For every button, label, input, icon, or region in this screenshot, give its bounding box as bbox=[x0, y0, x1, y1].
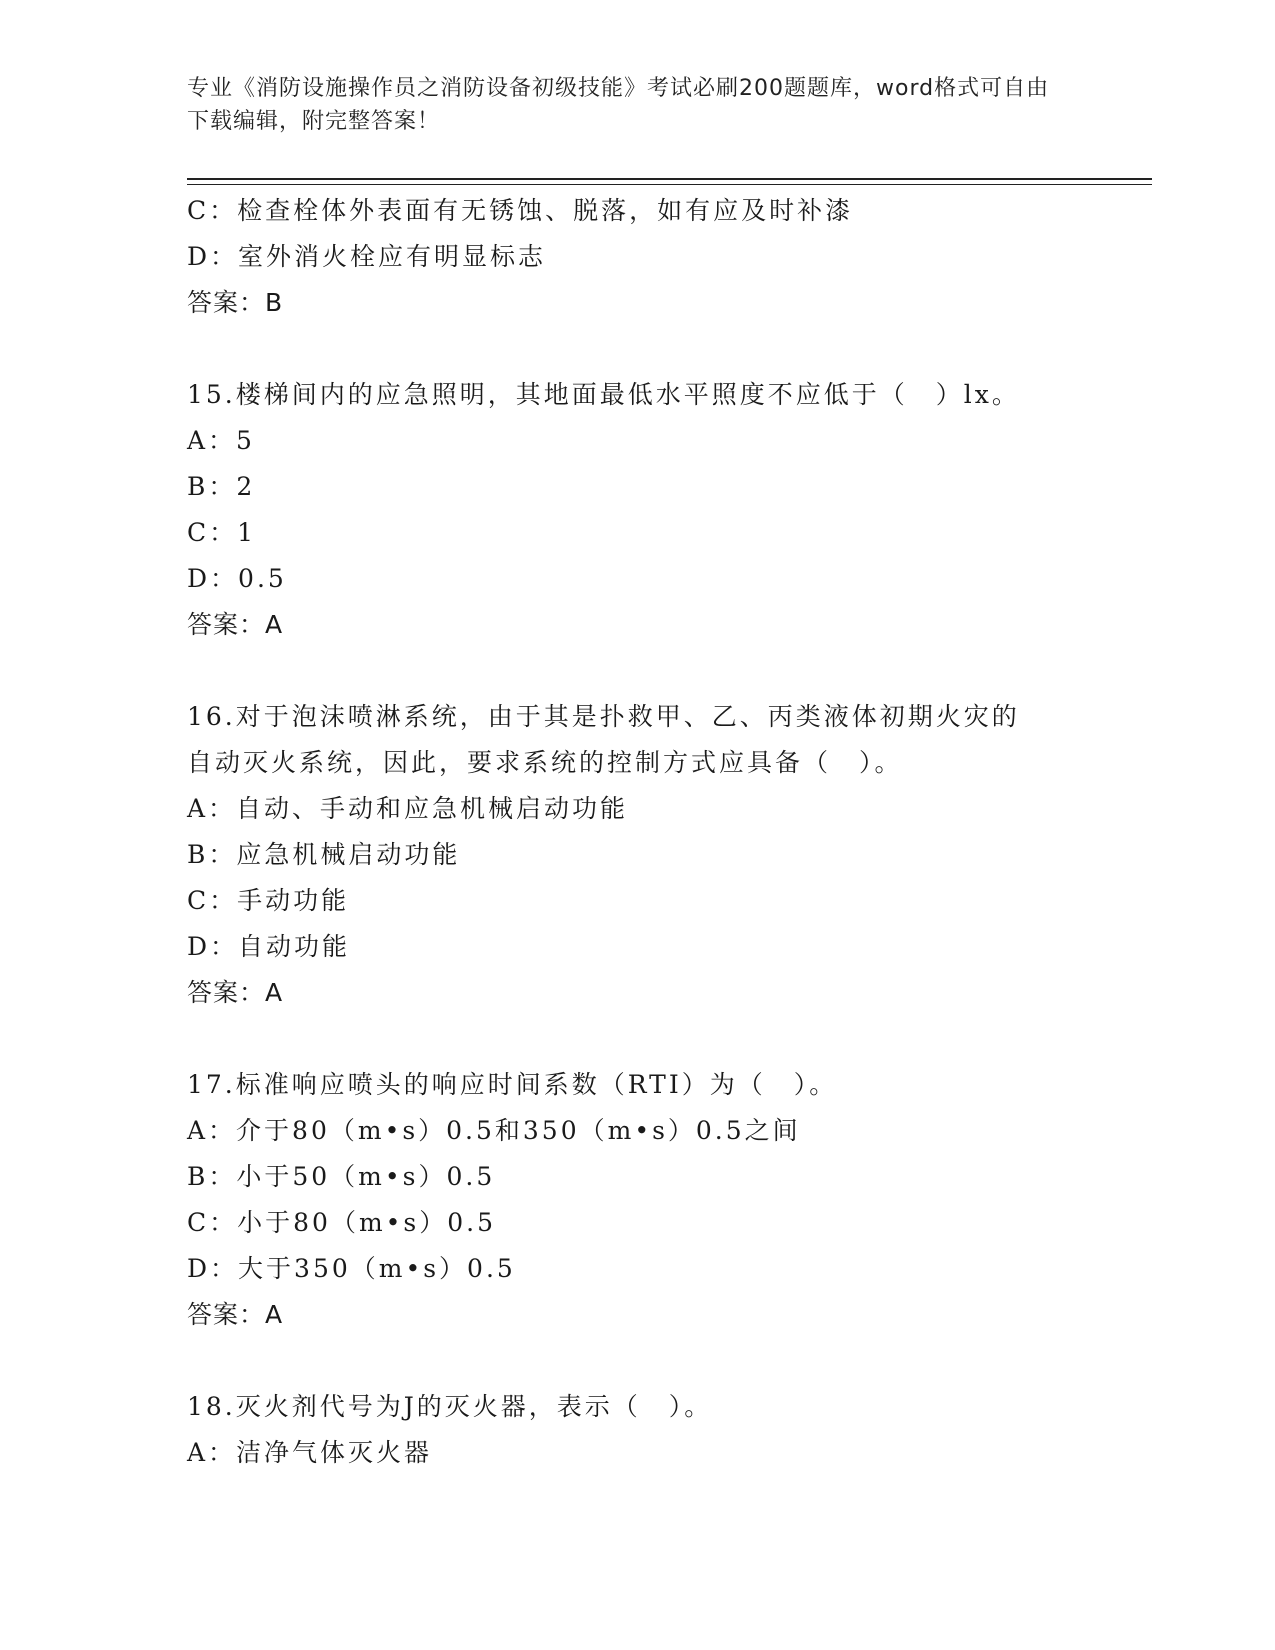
option-b: B：小于50（m•s）0.5 bbox=[187, 1162, 496, 1191]
option-c: C：手动功能 bbox=[187, 886, 350, 915]
option-d: D：0.5 bbox=[187, 564, 287, 593]
partial-question-14 bbox=[187, 188, 1087, 326]
option-b: B：应急机械启动功能 bbox=[187, 840, 461, 869]
question-17 bbox=[187, 1062, 1087, 1338]
option-d: D：大于350（m•s）0.5 bbox=[187, 1254, 516, 1283]
header-divider-thick bbox=[187, 178, 1152, 180]
question-18 bbox=[187, 1384, 1087, 1476]
option-c: C：小于80（m•s）0.5 bbox=[187, 1208, 496, 1237]
question-stem: 18.灭火剂代号为J的灭火器，表示（ ）。 bbox=[187, 1392, 713, 1421]
option-a: A：5 bbox=[187, 426, 255, 455]
option-a: A：自动、手动和应急机械启动功能 bbox=[187, 794, 629, 823]
option-d: D：自动功能 bbox=[187, 932, 351, 961]
option-c: C：1 bbox=[187, 518, 257, 547]
document-header bbox=[187, 72, 1067, 138]
option-b: B：2 bbox=[187, 472, 256, 501]
header-text: 专业《消防设施操作员之消防设备初级技能》考试必刷200题题库，word格式可自由下载编辑，附完整答案！ bbox=[187, 76, 1050, 134]
spacer bbox=[187, 326, 1087, 372]
option-a: A：介于80（m•s）0.5和350（m•s）0.5之间 bbox=[187, 1116, 801, 1145]
spacer bbox=[187, 648, 1087, 694]
spacer bbox=[187, 1338, 1087, 1384]
question-list bbox=[187, 188, 1087, 1476]
option-d: D：室外消火栓应有明显标志 bbox=[187, 242, 547, 271]
answer-line: 答案：A bbox=[187, 978, 284, 1007]
option-a: A：洁净气体灭火器 bbox=[187, 1438, 433, 1467]
question-15 bbox=[187, 372, 1087, 648]
answer-line: 答案：B bbox=[187, 288, 284, 317]
spacer bbox=[187, 1016, 1087, 1062]
header-divider-thin bbox=[187, 184, 1152, 185]
answer-line: 答案：A bbox=[187, 610, 284, 639]
question-16 bbox=[187, 694, 1087, 1016]
question-stem: 15.楼梯间内的应急照明，其地面最低水平照度不应低于（ ）lx。 bbox=[187, 380, 1020, 409]
option-c: C：检查栓体外表面有无锈蚀、脱落，如有应及时补漆 bbox=[187, 196, 854, 225]
answer-line: 答案：A bbox=[187, 1300, 284, 1329]
question-stem: 16.对于泡沫喷淋系统，由于其是扑救甲、乙、丙类液体初期火灾的自动灭火系统，因此，要求系统的控制方式应具备（ ）。 bbox=[187, 702, 1020, 777]
question-stem: 17.标准响应喷头的响应时间系数（RTI）为（ ）。 bbox=[187, 1070, 838, 1099]
